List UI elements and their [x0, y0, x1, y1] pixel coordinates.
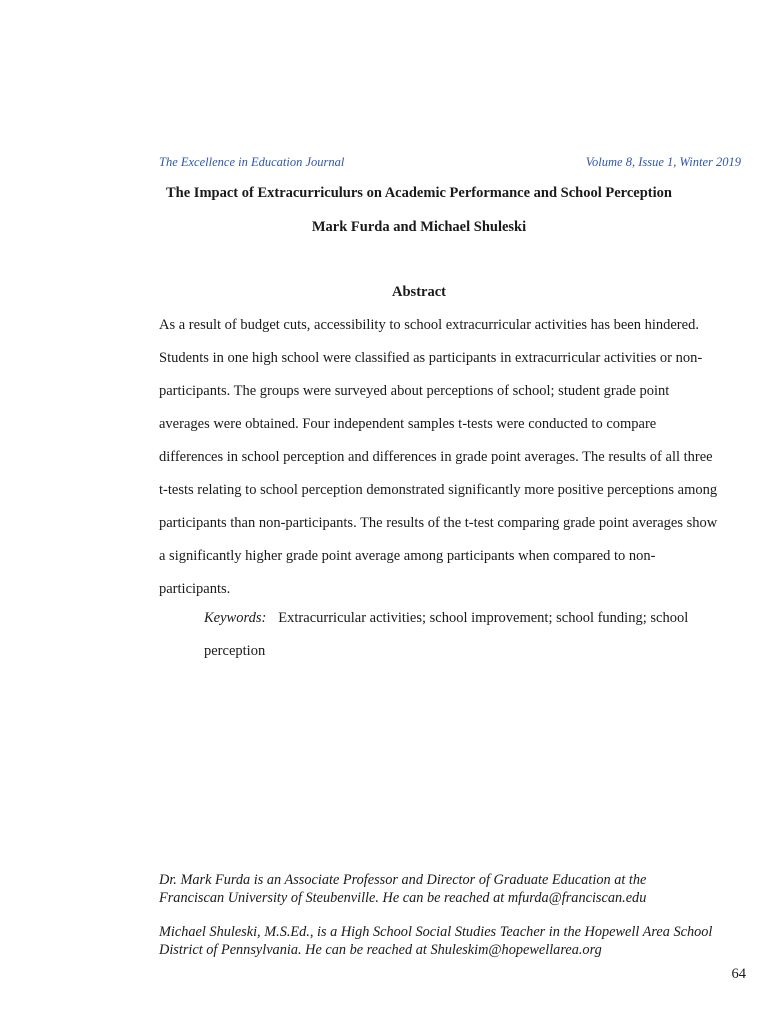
footnote-furda	[159, 871, 749, 907]
footnote-line: Michael Shuleski, M.S.Ed., is a High School Social Studies Teacher in the Hopewell Area School	[159, 924, 713, 940]
footnote-line: Dr. Mark Furda is an Associate Professor and Director of Graduate Education at the	[159, 872, 647, 888]
abstract-line: a significantly higher grade point average among participants when compared to non-	[159, 548, 656, 564]
abstract-line: Students in one high school were classified as participants in extracurricular activities or non-	[159, 350, 703, 366]
author-footnotes	[159, 871, 749, 975]
paper-authors: Mark Furda and Michael Shuleski	[311, 219, 527, 235]
keywords-block	[204, 608, 744, 674]
footnote-shuleski	[159, 923, 749, 959]
page-number: 64	[731, 966, 746, 982]
footnote-line: Franciscan University of Steubenville. He can be reached at mfurda@franciscan.edu	[159, 890, 647, 906]
abstract-line: averages were obtained. Four independent samples t-tests were conducted to compare	[159, 416, 657, 432]
volume-issue: Volume 8, Issue 1, Winter 2019	[585, 155, 741, 169]
abstract-line: differences in school perception and differences in grade point averages. The results of all three	[159, 449, 713, 465]
paper-title: The Impact of Extracurriculurs on Academic Performance and School Perception	[166, 185, 672, 201]
running-header	[159, 155, 741, 173]
footnote-line: District of Pennsylvania. He can be reached at Shuleskim@hopewellarea.org	[159, 942, 602, 958]
abstract-line: participants than non-participants. The results of the t-test comparing grade point averages show	[159, 515, 718, 531]
abstract-line: t-tests relating to school perception demonstrated significantly more positive perceptions among	[159, 482, 718, 498]
abstract-line: As a result of budget cuts, accessibility to school extracurricular activities has been hindered.	[159, 317, 699, 333]
abstract-line: participants.	[159, 581, 231, 597]
abstract-heading: Abstract	[392, 284, 446, 300]
keywords-text: Extracurricular activities; school improvement; school funding; school	[278, 610, 689, 626]
abstract-line: participants. The groups were surveyed about perceptions of school; student grade point	[159, 383, 670, 399]
keywords-text-continued: perception	[204, 643, 266, 659]
abstract-body	[159, 312, 749, 609]
journal-name: The Excellence in Education Journal	[159, 155, 345, 169]
keywords-label: Keywords:	[204, 610, 267, 626]
